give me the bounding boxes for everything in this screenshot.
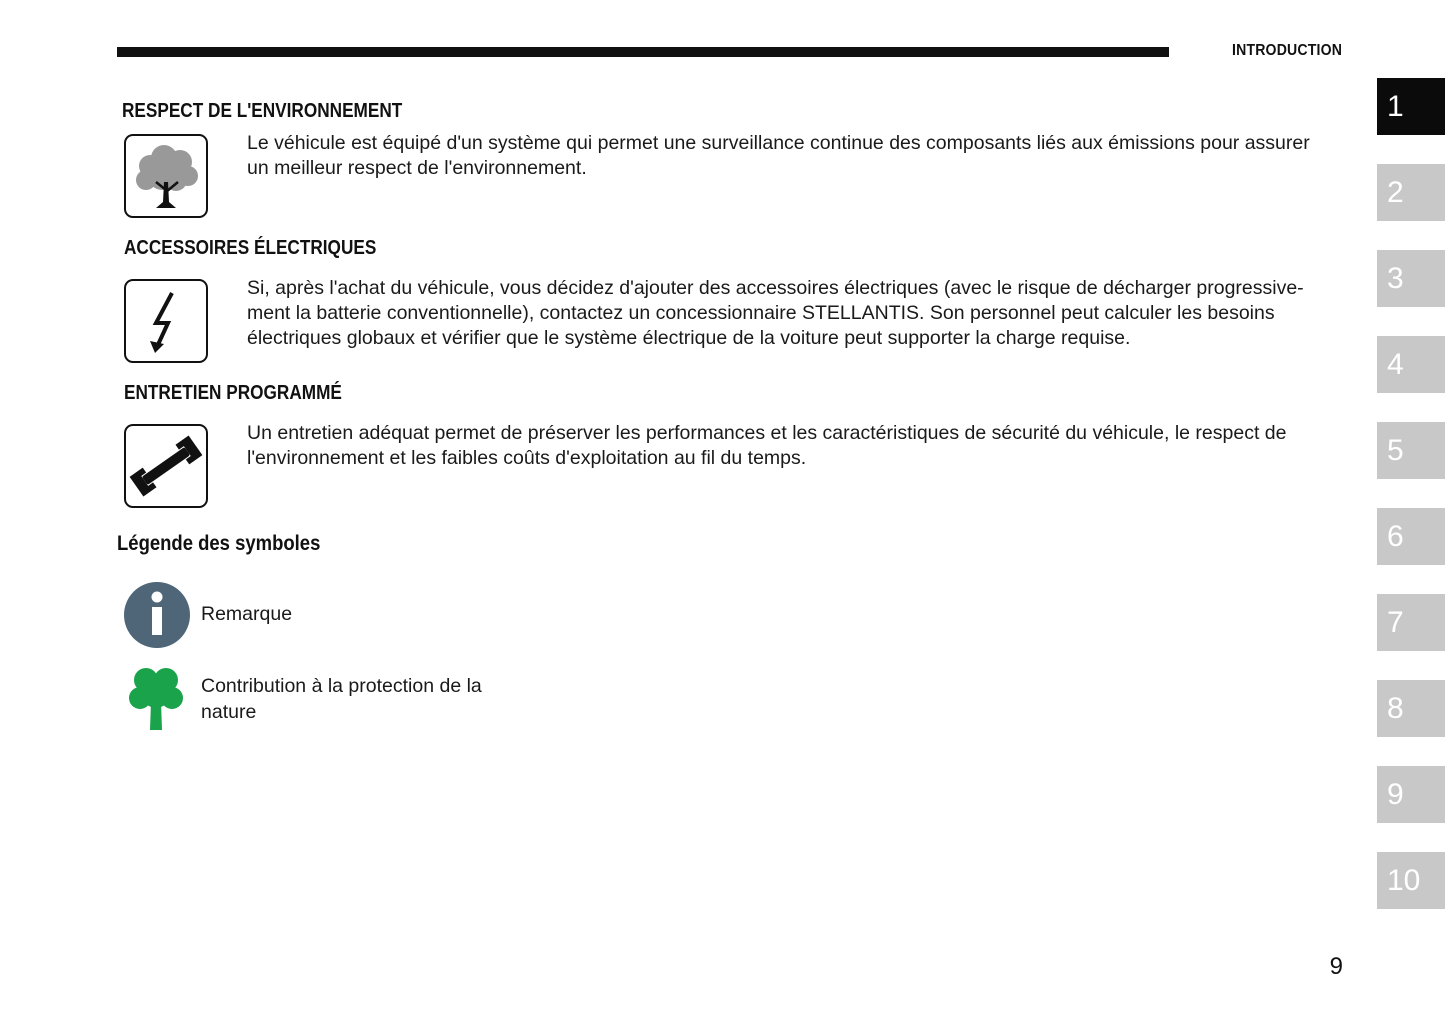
chapter-tab-4[interactable]: 4 [1377, 336, 1445, 393]
chapter-tab-8[interactable]: 8 [1377, 680, 1445, 737]
section-title-electrical: ACCESSOIRES ÉLECTRIQUES [124, 237, 377, 259]
chapter-tab-1[interactable]: 1 [1377, 78, 1445, 135]
chapter-tab-2[interactable]: 2 [1377, 164, 1445, 221]
page-number: 9 [1329, 953, 1343, 980]
legend-label-nature: Contribution à la protection de la nature [201, 675, 482, 723]
green-tree-icon [128, 666, 186, 737]
chapter-tab-9[interactable]: 9 [1377, 766, 1445, 823]
chapter-tab-6[interactable]: 6 [1377, 508, 1445, 565]
header-rule [117, 47, 1169, 57]
wrench-icon [124, 424, 208, 508]
lightning-bolt-icon [124, 279, 208, 363]
chapter-tab-7[interactable]: 7 [1377, 594, 1445, 651]
chapter-tab-5[interactable]: 5 [1377, 422, 1445, 479]
section-name: INTRODUCTION [1231, 42, 1342, 59]
section-title-environment: RESPECT DE L'ENVIRONNEMENT [122, 100, 403, 122]
legend-title: Légende des symboles [117, 532, 321, 555]
section-text-environment: Le véhicule est équipé d'un système qui permet une surveillance continue des composants liés aux émissions pour assurer un meilleur respect de l'environnement. [247, 132, 1310, 179]
info-icon [124, 582, 190, 653]
tree-icon [124, 134, 208, 218]
chapter-tab-3[interactable]: 3 [1377, 250, 1445, 307]
legend-label-note: Remarque [201, 603, 293, 625]
section-text-maintenance: Un entretien adéquat permet de préserver les performances et les caractéristiques de sécurité du véhicule, le respect de l'environnement et les faibles coûts d'exploitation au fil du temps. [247, 422, 1287, 469]
section-title-maintenance: ENTRETIEN PROGRAMMÉ [124, 382, 342, 404]
chapter-tab-10[interactable]: 10 [1377, 852, 1445, 909]
section-text-electrical: Si, après l'achat du véhicule, vous décidez d'ajouter des accessoires électriques (avec le risque de décharger progressive-ment la batterie conventionnelle), contactez un concessionnaire STELLANTIS. Son personnel peut calculer les besoins électriques globaux et vérifier que le système électrique de la voiture peut supporter la charge requise. [247, 277, 1304, 349]
